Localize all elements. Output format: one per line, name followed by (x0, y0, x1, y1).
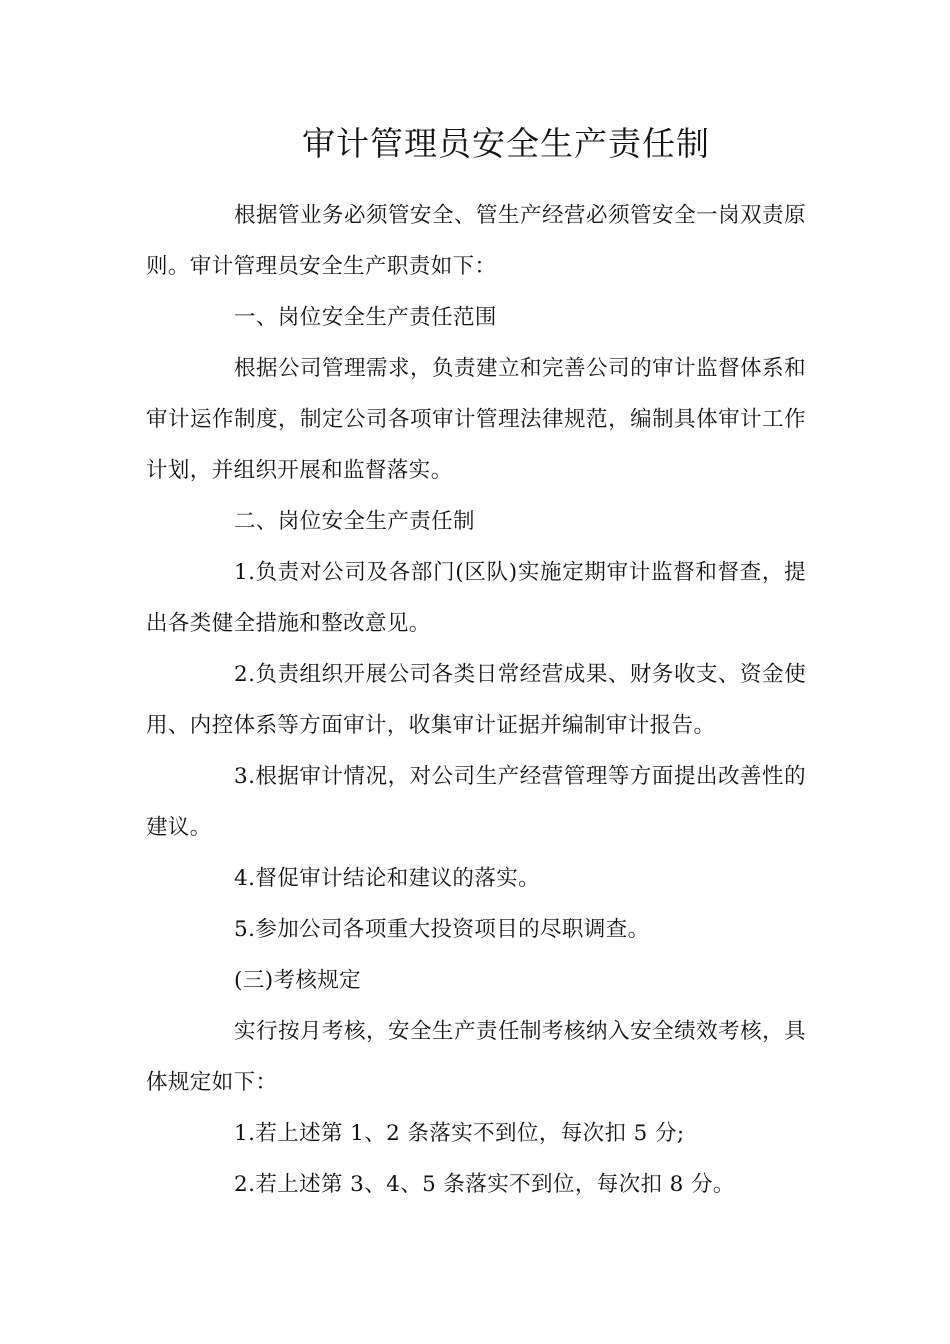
paragraph-assessment: 实行按月考核，安全生产责任制考核纳入安全绩效考核，具体规定如下： (146, 1019, 806, 1095)
list-item-rule-1: 1.若上述第 1、2 条落实不到位，每次扣 5 分; (234, 1121, 685, 1146)
paragraph-intro: 根据管业务必须管安全、管生产经营必须管安全一岗双责原则。审计管理员安全生产职责如下： (146, 203, 806, 279)
list-item-duty-5: 5.参加公司各项重大投资项目的尽职调查。 (234, 917, 650, 942)
list-item-duty-2: 2.负责组织开展公司各类日常经营成果、财务收支、资金使用、内控体系等方面审计，收集审计证据并编制审计报告。 (146, 662, 806, 738)
list-item-rule-2: 2.若上述第 3、4、5 条落实不到位，每次扣 8 分。 (234, 1172, 735, 1197)
section-heading-assessment: (三)考核规定 (234, 968, 362, 993)
section-heading-scope: 一、岗位安全生产责任范围 (234, 305, 497, 330)
list-item-duty-1: 1.负责对公司及各部门(区队)实施定期审计监督和督查，提出各类健全措施和整改意见。 (146, 560, 806, 636)
document-body (146, 190, 806, 1210)
list-item-duty-4: 4.督促审计结论和建议的落实。 (234, 866, 541, 891)
document-title: 审计管理员安全生产责任制 (302, 124, 710, 163)
section-heading-responsibility: 二、岗位安全生产责任制 (234, 509, 475, 534)
list-item-duty-3: 3.根据审计情况，对公司生产经营管理等方面提出改善性的建议。 (146, 764, 806, 840)
paragraph-scope: 根据公司管理需求，负责建立和完善公司的审计监督体系和审计运作制度，制定公司各项审计管理法律规范，编制具体审计工作计划，并组织开展和监督落实。 (146, 356, 806, 483)
